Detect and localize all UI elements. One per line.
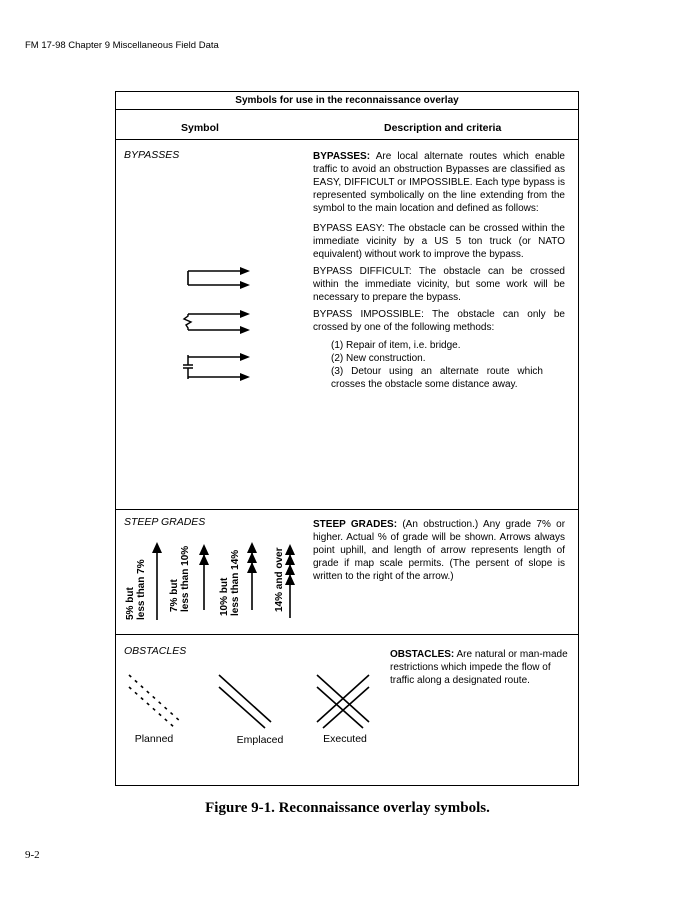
grade-arrow-14-over <box>284 540 296 620</box>
symbols-table <box>115 91 579 786</box>
grade-label-line: less than 7% <box>136 559 147 620</box>
section-label-obstacles: OBSTACLES <box>124 645 187 657</box>
running-head: FM 17-98 Chapter 9 Miscellaneous Field Data <box>25 40 219 51</box>
grade-arrow-5-7 <box>151 540 163 622</box>
steep-grades-term: STEEP GRADES: <box>313 519 398 530</box>
grade-arrow-7-10 <box>198 540 210 612</box>
bypass-methods-list <box>313 339 543 391</box>
divider <box>116 509 578 510</box>
grade-label-line: 7% but <box>169 579 180 612</box>
bypass-easy-text: BYPASS EASY: The obstacle can be crossed within the immediate vicinity by a US 5 ton truck (or NATO equivalent) without work to improve the bypass. <box>313 223 565 260</box>
steep-grades-description <box>313 518 565 583</box>
divider <box>116 634 578 635</box>
section-label-steep-grades: STEEP GRADES <box>124 516 206 528</box>
grade-label-10-14 <box>219 550 241 616</box>
obstacle-executed-symbol <box>314 670 374 730</box>
grade-label-line: 14% and over <box>274 547 285 612</box>
bypasses-term: BYPASSES: <box>313 151 371 162</box>
bypass-difficult-text: BYPASS DIFFICULT: The obstacle can be crossed within the immediate vicinity, but some work will be necessary to prepare the bypass. <box>313 266 565 303</box>
grade-arrow-10-14 <box>246 538 258 612</box>
section-label-bypasses: BYPASSES <box>124 149 180 161</box>
obstacle-planned-symbol <box>126 670 186 730</box>
steep-grades-text: (An obstruction.) Any grade 7% or higher. Actual % of grade will be shown. Arrows always point uphill, and length of arrow represents length of grade if map scale permits. (The persent of slope is written to the right of the arrow.) <box>313 519 566 582</box>
obstacles-text: Are natural or man-made restrictions which impede the flow of traffic along a designated route. <box>390 649 568 686</box>
obstacle-executed-label: Executed <box>323 733 367 745</box>
method-item: (3) Detour using an alternate route which crosses the obstacle some distance away. <box>331 366 543 390</box>
grade-label-line: less than 14% <box>230 549 241 616</box>
bypass-impossible-symbol <box>181 350 261 384</box>
grade-label-5-7 <box>125 559 147 620</box>
bypass-impossible-text: BYPASS IMPOSSIBLE: The obstacle can only be crossed by one of the following methods: <box>313 309 565 333</box>
figure-caption: Figure 9-1. Reconnaissance overlay symbols. <box>205 800 490 816</box>
bypasses-description <box>313 150 565 391</box>
bypasses-intro: Are local alternate routes which enable traffic to avoid an obstruction Bypasses are classified as EASY, DIFFICULT or IMPOSSIBLE. Each type bypass is represented symbolically on the line extending from the symbol to the main location and defined as follows: <box>313 151 565 214</box>
obstacle-planned-label: Planned <box>134 733 174 745</box>
table-title: Symbols for use in the reconnaissance overlay <box>235 95 459 106</box>
grade-label-line: less than 10% <box>180 545 191 612</box>
method-item: (2) New construction. <box>331 353 426 364</box>
obstacle-emplaced-label: Emplaced <box>236 734 284 746</box>
divider <box>116 109 578 110</box>
grade-label-line: 5% but <box>125 587 136 620</box>
obstacle-emplaced-symbol <box>216 670 276 730</box>
grade-label-7-10 <box>169 546 191 612</box>
grade-label-line: 10% but <box>219 577 230 616</box>
bypass-easy-symbol <box>186 262 256 292</box>
bypass-difficult-symbol <box>181 304 261 338</box>
divider <box>116 139 578 140</box>
column-header-description: Description and criteria <box>384 122 502 134</box>
page-number: 9-2 <box>25 849 40 861</box>
obstacles-description <box>390 648 568 687</box>
method-item: (1) Repair of item, i.e. bridge. <box>331 340 461 351</box>
column-header-symbol: Symbol <box>181 122 219 134</box>
obstacles-term: OBSTACLES: <box>390 649 455 660</box>
